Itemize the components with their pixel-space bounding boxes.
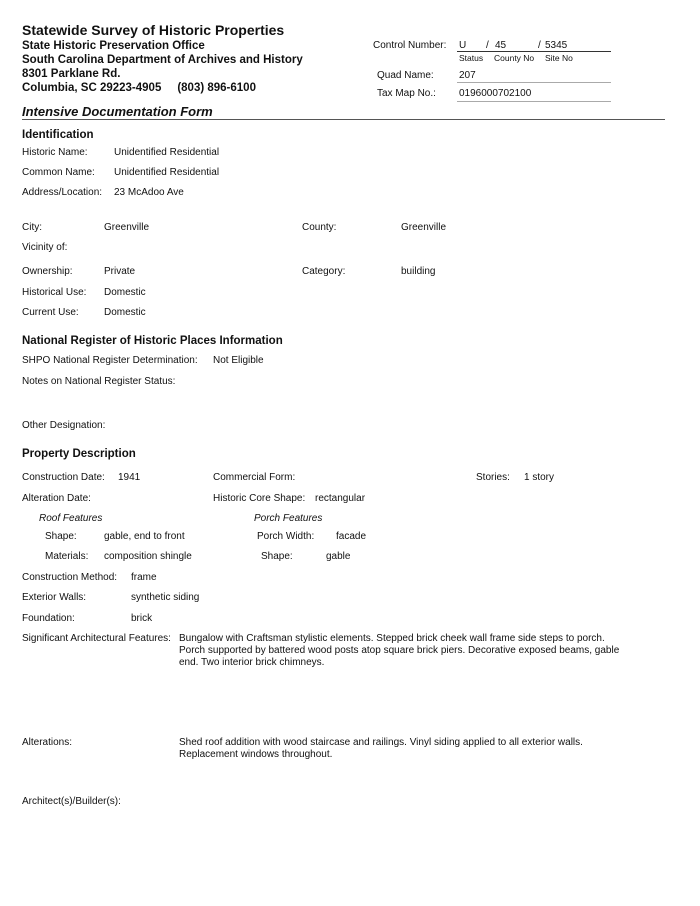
nr-notes-label: Notes on National Register Status: [22,376,176,387]
porch-width-value: facade [336,531,367,542]
roof-shape-value: gable, end to front [104,531,185,542]
construction-method-value: frame [131,572,157,583]
historical-use-value: Domestic [104,287,146,298]
ownership-value: Private [104,266,136,277]
current-use-label: Current Use: [22,307,79,318]
historic-name-label: Historic Name: [22,147,88,158]
city-value: Greenville [104,222,150,233]
quad-name-label: Quad Name: [377,70,434,81]
stories-label: Stories: [476,472,510,483]
roof-materials-label: Materials: [45,551,89,562]
control-number-label: Control Number: [373,40,447,51]
nr-determination-label: SHPO National Register Determination: [22,355,198,366]
county-label: County: [302,222,337,233]
roof-features-label: Roof Features [39,513,103,524]
address-value: 23 McAdoo Ave [114,187,184,198]
county-no-sublabel: County No [494,53,535,63]
foundation-label: Foundation: [22,613,75,624]
stories-value: 1 story [524,472,555,483]
identification-heading: Identification [22,129,94,141]
property-description-heading: Property Description [22,448,136,460]
quad-name-value: 207 [459,70,476,81]
other-designation-label: Other Designation: [22,420,106,431]
porch-shape-value: gable [326,551,351,562]
control-sep-1: / [486,40,489,51]
form-title-rule [22,119,665,120]
control-status: U [459,40,467,51]
common-name-value: Unidentified Residential [114,167,220,178]
significant-features-text: Bungalow with Craftsman stylistic elements. Stepped brick cheek wall frame side steps to porch. Porch supported by battered wood posts atop square brick piers. Decorative exposed beams, gable end. Two interior brick chimneys. [179,633,620,668]
site-no-sublabel: Site No [545,53,573,63]
foundation-value: brick [131,613,153,624]
historic-core-value: rectangular [315,493,366,504]
org-line-4: Columbia, SC 29223-4905 (803) 896-6100 [22,82,256,94]
significant-features-label: Significant Architectural Features: [22,633,171,644]
tax-map-value: 0196000702100 [459,88,532,99]
national-register-heading: National Register of Historic Places Information [22,335,283,347]
common-name-label: Common Name: [22,167,95,178]
status-sublabel: Status [459,53,484,63]
construction-date-value: 1941 [118,472,141,483]
county-value: Greenville [401,222,447,233]
tax-map-label: Tax Map No.: [377,88,436,99]
porch-features-label: Porch Features [254,513,323,524]
ownership-label: Ownership: [22,266,73,277]
category-label: Category: [302,266,346,277]
org-line-2: South Carolina Department of Archives and History [22,54,303,66]
historical-use-label: Historical Use: [22,287,87,298]
historic-core-label: Historic Core Shape: [213,493,306,504]
control-site-no: 5345 [545,40,568,51]
quad-name-underline [457,82,611,83]
historic-name-value: Unidentified Residential [114,147,220,158]
control-number-underline [457,51,611,52]
org-line-3: 8301 Parklane Rd. [22,68,121,80]
alterations-text: Shed roof addition with wood staircase and railings. Vinyl siding applied to all exterior walls. Replacement windows throughout. [179,737,583,760]
city-label: City: [22,222,42,233]
architect-builder-label: Architect(s)/Builder(s): [22,796,121,807]
roof-shape-label: Shape: [45,531,77,542]
control-county-no: 45 [495,40,507,51]
exterior-walls-label: Exterior Walls: [22,592,87,603]
porch-shape-label: Shape: [261,551,293,562]
nr-determination-value: Not Eligible [213,355,264,366]
commercial-form-label: Commercial Form: [213,472,296,483]
porch-width-label: Porch Width: [257,531,315,542]
vicinity-label: Vicinity of: [22,242,68,253]
tax-map-underline [457,101,611,102]
category-value: building [401,266,436,277]
roof-materials-value: composition shingle [104,551,192,562]
alterations-label: Alterations: [22,737,73,748]
org-line-1: State Historic Preservation Office [22,40,205,52]
form-title: Intensive Documentation Form [22,104,213,119]
control-sep-2: / [538,40,541,51]
survey-title: Statewide Survey of Historic Properties [22,22,285,38]
address-label: Address/Location: [22,187,103,198]
construction-date-label: Construction Date: [22,472,105,483]
current-use-value: Domestic [104,307,146,318]
construction-method-label: Construction Method: [22,572,118,583]
alteration-date-label: Alteration Date: [22,493,91,504]
exterior-walls-value: synthetic siding [131,592,200,603]
